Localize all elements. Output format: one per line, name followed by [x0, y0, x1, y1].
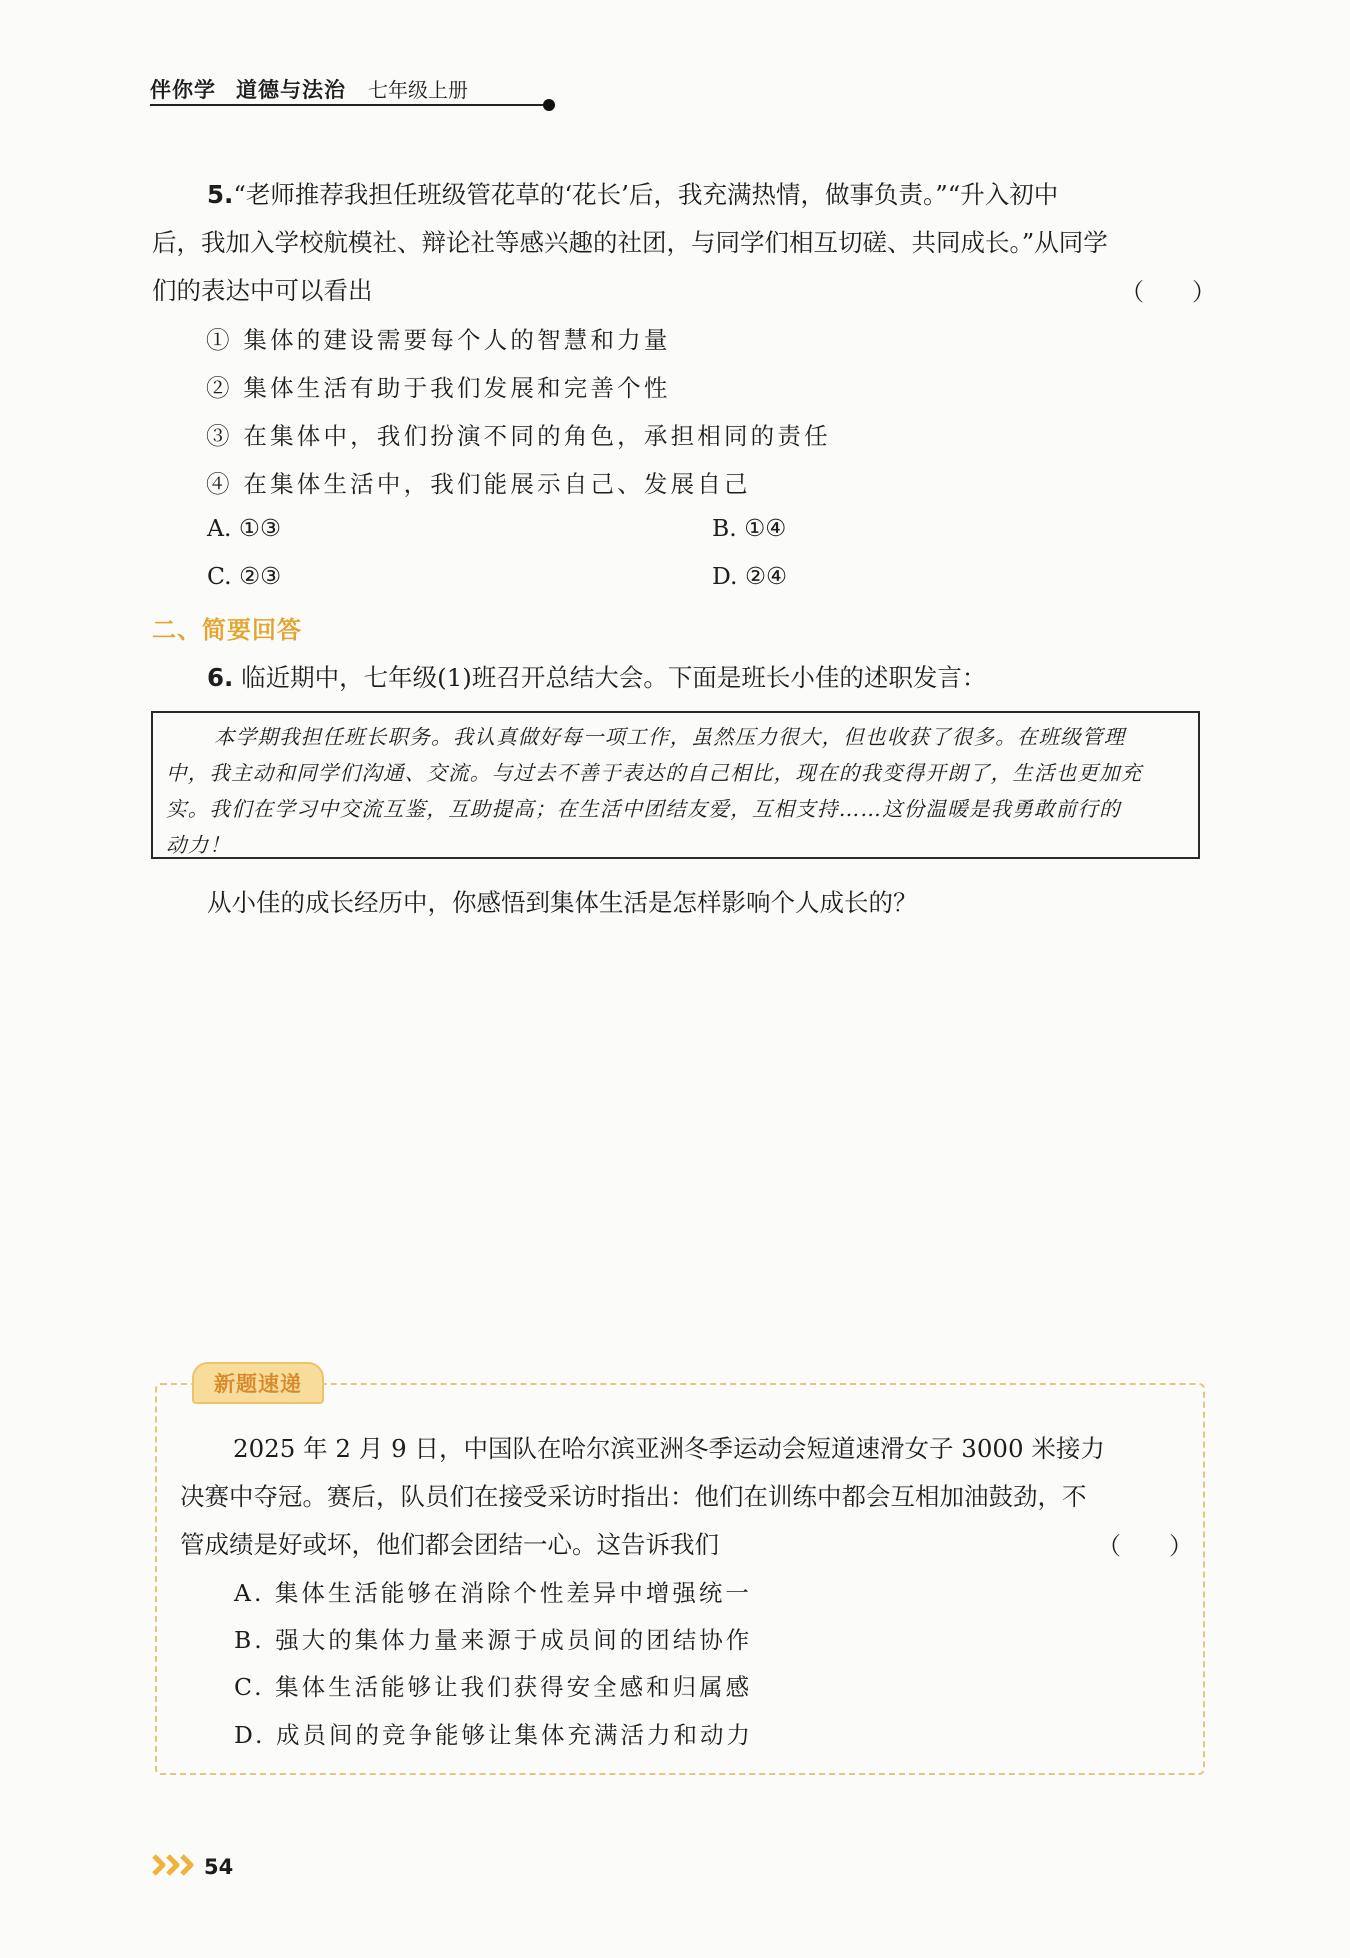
header-subject: 道德与法治: [236, 78, 346, 102]
q5-statement-2: ② 集体生活有助于我们发展和完善个性: [206, 374, 671, 402]
q5-stem-line-2: 后，我加入学校航模社、辩论社等感兴趣的社团，与同学们相互切磋、共同成长。”从同学: [152, 228, 1108, 257]
header-brand: 伴你学: [150, 78, 216, 102]
header-dot-icon: [543, 99, 555, 111]
header-rule: [150, 104, 548, 106]
q5-option-c: C. ②③: [207, 562, 282, 590]
news-option-a: A. 集体生活能够在消除个性差异中增强统一: [234, 1579, 752, 1607]
news-option-b: B. 强大的集体力量来源于成员间的团结协作: [234, 1626, 753, 1654]
quote-line-3: 实。我们在学习中交流互鉴，互助提高；在生活中团结友爱，互相支持……这份温暖是我勇敢前行的: [166, 797, 1121, 821]
header-grade: 七年级上册: [368, 78, 468, 102]
q5-option-b: B. ①④: [712, 514, 787, 542]
chevron-right-icon: [152, 1853, 196, 1881]
q6-question: 从小佳的成长经历中，你感悟到集体生活是怎样影响个人成长的？: [207, 888, 918, 917]
q5-answer-bracket: （ ）: [1120, 278, 1216, 306]
news-line-1: 2025 年 2 月 9 日，中国队在哈尔滨亚洲冬季运动会短道速滑女子 3000 米接力: [233, 1434, 1105, 1463]
running-header: [150, 74, 468, 104]
q5-statement-3: ③ 在集体中，我们扮演不同的角色，承担相同的责任: [206, 422, 831, 450]
q6-line: [207, 659, 986, 694]
news-line-2: 决赛中夺冠。赛后，队员们在接受采访时指出：他们在训练中都会互相加油鼓劲，不: [180, 1482, 1087, 1511]
news-tag-label: 新题速递: [214, 1372, 302, 1396]
news-answer-bracket: （ ）: [1097, 1532, 1193, 1560]
q5-number: 5.: [207, 180, 234, 209]
q6-intro: 临近期中，七年级(1)班召开总结大会。下面是班长小佳的述职发言：: [241, 663, 987, 692]
quote-line-1: 本学期我担任班长职务。我认真做好每一项工作，虽然压力很大，但也收获了很多。在班级管理: [214, 725, 1126, 749]
news-option-c: C. 集体生活能够让我们获得安全感和归属感: [234, 1673, 753, 1701]
q5-statement-4: ④ 在集体生活中，我们能展示自己、发展自己: [206, 470, 751, 498]
page-number: 54: [204, 1855, 234, 1879]
q5-line-1: [207, 176, 1058, 211]
news-tag: [192, 1362, 324, 1404]
q5-stem-line-1: “老师推荐我担任班级管花草的‘花长’后，我充满热情，做事负责。”“升入初中: [233, 180, 1059, 209]
news-option-d: D. 成员间的竞争能够让集体充满活力和动力: [234, 1721, 753, 1749]
quote-line-2: 中，我主动和同学们沟通、交流。与过去不善于表达的自己相比，现在的我变得开朗了，生活也更加充: [166, 761, 1143, 785]
news-line-3: 管成绩是好或坏，他们都会团结一心。这告诉我们: [180, 1530, 719, 1559]
quote-line-4: 动力！: [166, 833, 232, 857]
q5-stem-line-3: 们的表达中可以看出: [152, 276, 373, 305]
q5-option-a: A. ①③: [207, 514, 282, 542]
section-title: 二、简要回答: [152, 616, 302, 644]
q5-statement-1: ① 集体的建设需要每个人的智慧和力量: [206, 326, 671, 354]
q6-number: 6.: [207, 663, 234, 692]
q5-option-d: D. ②④: [712, 562, 788, 590]
